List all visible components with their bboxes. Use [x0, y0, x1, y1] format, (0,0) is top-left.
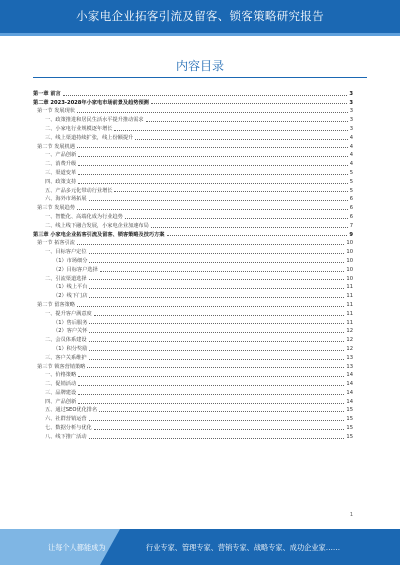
- toc-entry-page: 4: [349, 152, 353, 159]
- toc-entry-page: 15: [346, 425, 353, 432]
- toc-leader-dots: [114, 130, 347, 131]
- toc-entry-text: 一、目标客户定位: [45, 249, 87, 256]
- toc-entry-text: 第二节 留客策略: [37, 301, 75, 308]
- toc-entry-text: 第三节 锁客营销策略: [37, 363, 86, 370]
- toc-entry-page: 10: [346, 275, 353, 282]
- toc-leader-dots: [78, 403, 344, 404]
- toc-entry[interactable]: [33, 229, 353, 238]
- toc-entry-page: 13: [346, 363, 353, 370]
- toc-entry[interactable]: [33, 141, 353, 150]
- toc-entry-text: 二、促销活动: [45, 381, 77, 388]
- toc-entry[interactable]: [33, 132, 353, 141]
- toc-entry-page: 5: [349, 187, 353, 194]
- toc-entry-text: 七、数据分析与优化: [45, 425, 92, 432]
- toc-entry-text: 五、产品多元化带动行业增长: [45, 187, 113, 194]
- header-stripe: [0, 33, 400, 36]
- toc-entry[interactable]: [33, 185, 353, 194]
- toc-leader-dots: [77, 209, 348, 210]
- toc-entry-text: 第二章 2023-2028年小家电市场前景及趋势预测: [33, 99, 149, 106]
- toc-leader-dots: [89, 438, 345, 439]
- toc-entry-text: （1）积分奖励: [53, 345, 88, 352]
- toc-entry[interactable]: [33, 299, 353, 308]
- toc-entry-page: 3: [349, 108, 353, 115]
- toc-entry-text: 五、通过SEO优化排名: [45, 407, 98, 414]
- toc-leader-dots: [99, 411, 344, 412]
- toc-entry[interactable]: [33, 255, 353, 264]
- toc-leader-dots: [89, 350, 344, 351]
- toc-leader-dots: [78, 394, 344, 395]
- toc-entry-page: 10: [346, 266, 353, 273]
- toc-entry-text: （1）售后服务: [53, 319, 88, 326]
- toc-entry-text: 六、社群营销运营: [45, 416, 87, 423]
- toc-leader-dots: [89, 200, 348, 201]
- toc-entry[interactable]: [33, 413, 353, 422]
- toc-entry-page: 4: [349, 161, 353, 168]
- toc-entry-page: 11: [346, 293, 353, 300]
- toc-entry-text: 三、客户关系维护: [45, 354, 87, 361]
- toc-entry-text: 三、渠道变革: [45, 169, 77, 176]
- toc-entry-text: 二、引流渠道选择: [45, 275, 87, 282]
- toc-entry-page: 12: [346, 345, 353, 352]
- toc-entry[interactable]: [33, 343, 353, 352]
- footer-tags: 行业专家、管理专家、营销专家、战略专家、成功企业家……: [146, 543, 341, 552]
- toc-entry[interactable]: [33, 326, 353, 335]
- toc-entry-page: 14: [346, 381, 353, 388]
- toc-leader-dots: [77, 147, 348, 148]
- toc-entry-page: 15: [346, 433, 353, 440]
- toc-leader-dots: [63, 95, 348, 96]
- toc-entry-page: 5: [349, 169, 353, 176]
- toc-entry[interactable]: [33, 238, 353, 247]
- toc-entry-text: （1）线上平台: [53, 284, 88, 291]
- toc-entry-page: 4: [349, 143, 353, 150]
- table-of-contents: [33, 88, 353, 440]
- toc-entry-page: 11: [346, 301, 353, 308]
- toc-entry-text: （2）客户关怀: [53, 328, 88, 335]
- toc-leader-dots: [89, 341, 345, 342]
- toc-entry[interactable]: [33, 123, 353, 132]
- toc-entry[interactable]: [33, 396, 353, 405]
- report-title: 小家电企业拓客引流及留客、锁客策略研究报告: [76, 9, 324, 23]
- toc-entry-page: 6: [349, 213, 353, 220]
- toc-entry-page: 10: [346, 257, 353, 264]
- toc-entry[interactable]: [33, 422, 353, 431]
- toc-leader-dots: [78, 165, 348, 166]
- toc-entry-page: 6: [349, 196, 353, 203]
- toc-entry-page: 14: [346, 372, 353, 379]
- toc-entry[interactable]: [33, 317, 353, 326]
- header-bar: [0, 0, 400, 33]
- toc-entry-text: 一、产品创新: [45, 152, 77, 159]
- toc-entry-text: 三、线上渠道持续扩张，线上份额提升: [45, 134, 134, 141]
- toc-entry-text: 第二节 发展机遇: [37, 143, 75, 150]
- toc-entry[interactable]: [33, 361, 353, 370]
- toc-entry[interactable]: [33, 220, 353, 229]
- toc-leader-dots: [114, 191, 347, 192]
- toc-entry[interactable]: [33, 246, 353, 255]
- toc-entry-page: 5: [349, 178, 353, 185]
- toc-entry-page: 11: [346, 284, 353, 291]
- toc-entry-text: 二、线上线下融合发展，小家电企业加速布局: [45, 222, 149, 229]
- toc-entry-page: 15: [346, 416, 353, 423]
- toc-entry-page: 11: [346, 310, 353, 317]
- toc-entry-page: 10: [346, 249, 353, 256]
- toc-entry-text: 三、品牌建设: [45, 389, 77, 396]
- toc-entry[interactable]: [33, 431, 353, 440]
- toc-entry[interactable]: [33, 106, 353, 115]
- toc-entry-page: 3: [349, 117, 353, 124]
- toc-entry[interactable]: [33, 370, 353, 379]
- toc-entry-page: 14: [346, 398, 353, 405]
- footer-bar: [0, 529, 400, 565]
- toc-title-divider: [33, 77, 367, 78]
- toc-entry[interactable]: [33, 273, 353, 282]
- toc-entry-page: 11: [346, 319, 353, 326]
- toc-entry-text: 第三章 小家电企业拓客引流及留客、锁客策略及技巧方案: [33, 231, 165, 238]
- toc-leader-dots: [87, 367, 344, 368]
- toc-leader-dots: [151, 227, 348, 228]
- toc-entry[interactable]: [33, 176, 353, 185]
- toc-entry-text: 六、海外市场拓展: [45, 196, 87, 203]
- toc-entry[interactable]: [33, 167, 353, 176]
- toc-entry-page: 6: [349, 205, 353, 212]
- toc-entry-text: 二、会员体系建设: [45, 337, 87, 344]
- toc-entry[interactable]: [33, 282, 353, 291]
- toc-leader-dots: [89, 288, 344, 289]
- toc-leader-dots: [78, 183, 348, 184]
- toc-leader-dots: [89, 359, 345, 360]
- toc-entry-text: 第一节 发展现状: [37, 108, 75, 115]
- toc-entry[interactable]: [33, 264, 353, 273]
- toc-entry-page: 3: [349, 125, 353, 132]
- toc-entry-page: 10: [346, 240, 353, 247]
- toc-entry[interactable]: [33, 211, 353, 220]
- toc-leader-dots: [89, 279, 345, 280]
- toc-entry-page: 9: [349, 231, 353, 238]
- toc-leader-dots: [78, 156, 348, 157]
- toc-entry[interactable]: [33, 308, 353, 317]
- toc-leader-dots: [125, 218, 348, 219]
- toc-leader-dots: [89, 262, 344, 263]
- toc-entry-page: 15: [346, 407, 353, 414]
- toc-leader-dots: [94, 429, 345, 430]
- toc-entry-text: （2）目标客户选择: [53, 266, 98, 273]
- toc-entry-page: 3: [349, 90, 353, 97]
- toc-entry-text: 第一章 前言: [33, 90, 61, 97]
- toc-leader-dots: [77, 306, 344, 307]
- toc-entry-text: 第三节 发展趋势: [37, 205, 75, 212]
- toc-entry[interactable]: [33, 378, 353, 387]
- toc-entry[interactable]: [33, 194, 353, 203]
- toc-entry-page: 12: [346, 337, 353, 344]
- toc-leader-dots: [78, 376, 344, 377]
- toc-leader-dots: [77, 244, 344, 245]
- page-number: 1: [349, 512, 353, 518]
- toc-entry-text: 四、产品创新: [45, 398, 77, 405]
- toc-entry[interactable]: [33, 202, 353, 211]
- toc-entry[interactable]: [33, 158, 353, 167]
- toc-entry-page: 12: [346, 328, 353, 335]
- toc-leader-dots: [77, 112, 348, 113]
- toc-entry[interactable]: [33, 405, 353, 414]
- toc-entry-text: 二、消费升级: [45, 161, 77, 168]
- toc-entry[interactable]: [33, 290, 353, 299]
- toc-leader-dots: [78, 174, 348, 175]
- toc-leader-dots: [146, 121, 348, 122]
- toc-leader-dots: [89, 253, 345, 254]
- toc-entry-text: 八、线下推广活动: [45, 433, 87, 440]
- toc-entry-text: 第一节 拓客引流: [37, 240, 75, 247]
- toc-entry-page: 13: [346, 354, 353, 361]
- toc-leader-dots: [89, 332, 344, 333]
- toc-entry[interactable]: [33, 150, 353, 159]
- toc-entry-text: （2）线下门店: [53, 293, 88, 300]
- toc-leader-dots: [78, 385, 344, 386]
- toc-leader-dots: [100, 271, 345, 272]
- toc-entry-text: （1）市场细分: [53, 257, 88, 264]
- footer-slogan: 让每个人都能成为: [48, 543, 106, 552]
- toc-entry-text: 一、提升客户满意度: [45, 310, 92, 317]
- toc-entry-page: 4: [349, 134, 353, 141]
- toc-leader-dots: [167, 235, 348, 236]
- toc-entry[interactable]: [33, 334, 353, 343]
- toc-entry-text: 二、小家电行业规模逐年增长: [45, 125, 113, 132]
- toc-entry-page: 7: [349, 222, 353, 229]
- toc-entry-text: 一、政策推进和居民生活水平提升推动需求: [45, 117, 144, 124]
- toc-leader-dots: [89, 297, 344, 298]
- toc-entry-text: 一、智能化、高端化成为行业趋势: [45, 213, 123, 220]
- toc-entry-text: 四、政策支持: [45, 178, 77, 185]
- toc-entry-page: 3: [349, 99, 353, 106]
- toc-entry-text: 一、价格策略: [45, 372, 77, 379]
- toc-entry[interactable]: [33, 352, 353, 361]
- toc-title: 内容目录: [175, 59, 224, 73]
- toc-entry[interactable]: [33, 88, 353, 97]
- toc-leader-dots: [94, 315, 345, 316]
- toc-leader-dots: [89, 323, 344, 324]
- toc-leader-dots: [89, 420, 345, 421]
- toc-leader-dots: [151, 103, 348, 104]
- toc-entry[interactable]: [33, 387, 353, 396]
- toc-entry-page: 14: [346, 389, 353, 396]
- toc-entry[interactable]: [33, 114, 353, 123]
- toc-leader-dots: [135, 139, 347, 140]
- toc-entry[interactable]: [33, 97, 353, 106]
